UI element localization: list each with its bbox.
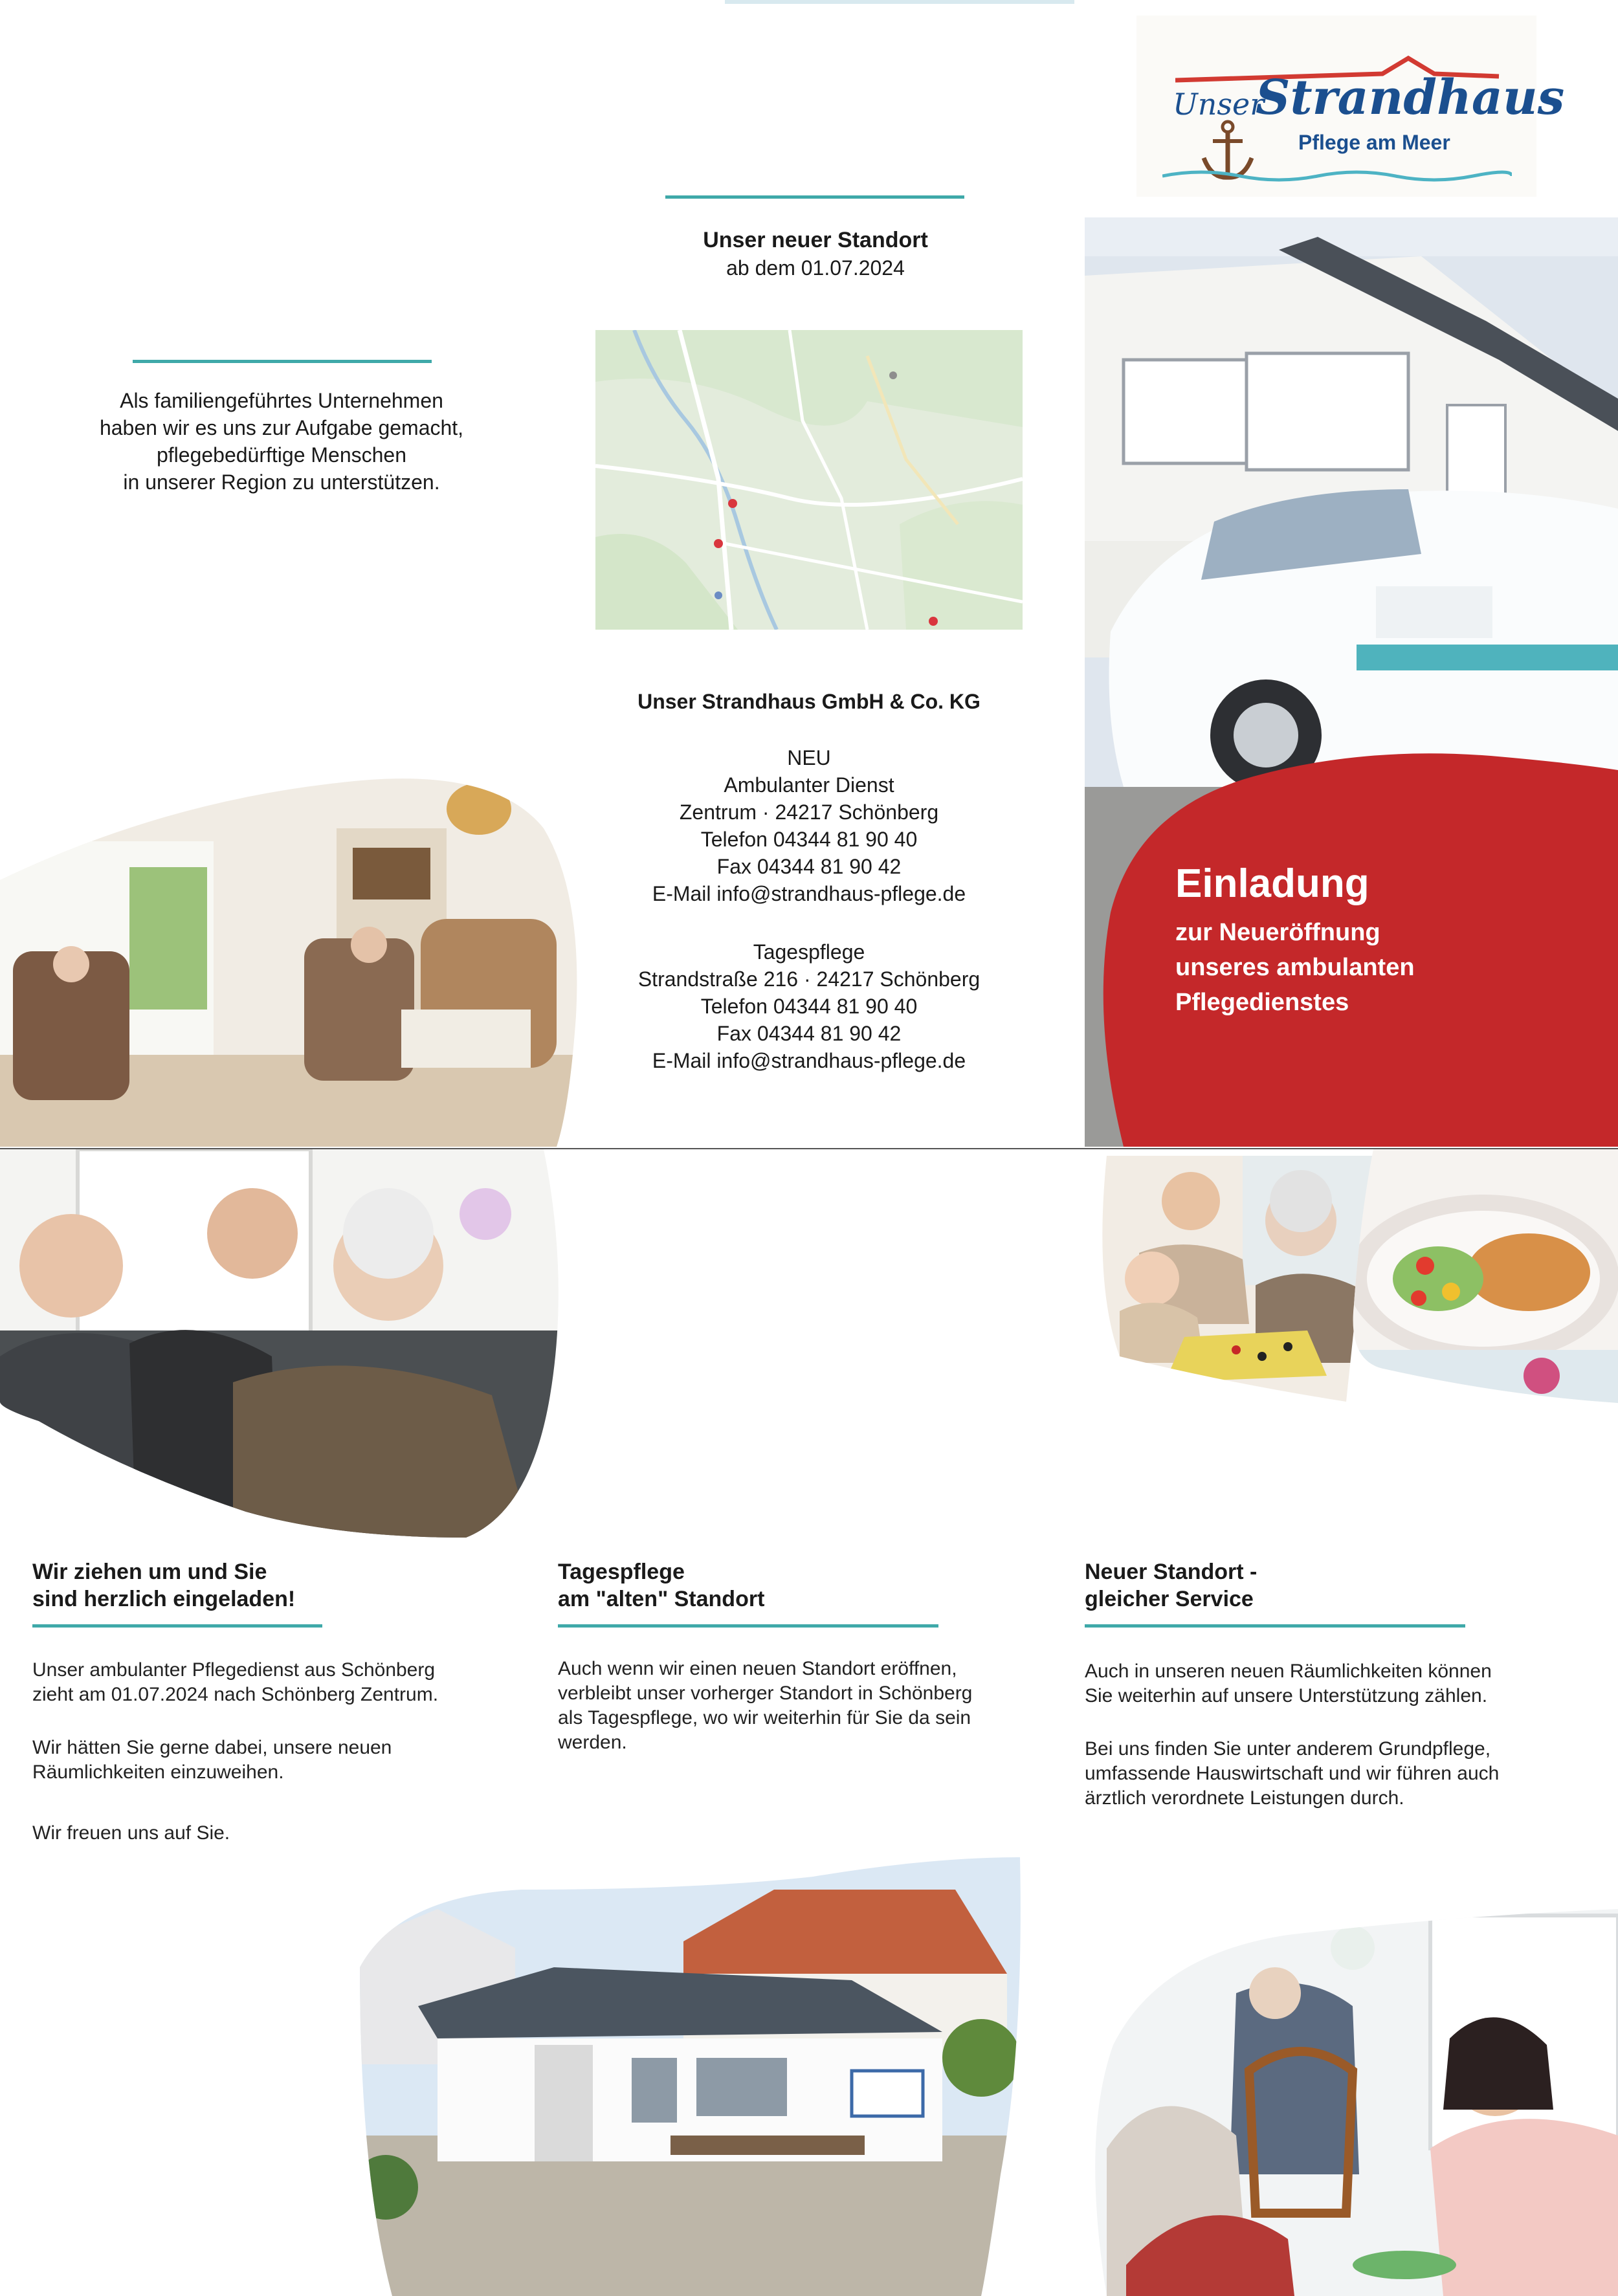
standort-date: ab dem 01.07.2024 xyxy=(726,256,905,280)
umzug-paragraph-3: Wir freuen uns auf Sie. xyxy=(32,1822,230,1844)
invitation-line: unseres ambulanten xyxy=(1175,954,1415,981)
standort-divider xyxy=(665,195,964,199)
top-decorative-strip xyxy=(725,0,1074,4)
contact-phone[interactable]: Telefon 04344 81 90 40 xyxy=(700,828,918,851)
contact-address: Zentrum · 24217 Schönberg xyxy=(679,800,939,824)
heading-line: am "alten" Standort xyxy=(558,1587,765,1611)
column-heading-umzug xyxy=(32,1558,369,1613)
contact-fax: Fax 04344 81 90 42 xyxy=(716,1022,902,1045)
logo-tagline: Pflege am Meer xyxy=(1298,131,1450,154)
intro-line: Als familiengeführtes Unternehmen xyxy=(120,389,443,412)
heading-line: Wir ziehen um und Sie xyxy=(32,1560,267,1584)
living-room-photo xyxy=(0,744,582,1147)
text-line: Auch in unseren neuen Räumlichkeiten können xyxy=(1085,1661,1492,1682)
heading-line: gleicher Service xyxy=(1085,1587,1254,1611)
contact-email[interactable]: E-Mail info@strandhaus-pflege.de xyxy=(652,1049,966,1072)
column-divider xyxy=(32,1624,322,1628)
text-line: umfassende Hauswirtschaft und wir führen auch xyxy=(1085,1763,1500,1784)
intro-text xyxy=(58,387,505,496)
text-line: Auch wenn wir einen neuen Standort eröffnen, xyxy=(558,1658,957,1679)
text-line: werden. xyxy=(558,1732,627,1753)
contact-label: Tagespflege xyxy=(753,940,865,964)
wave-icon xyxy=(1162,166,1512,185)
service-paragraph-2 xyxy=(1085,1737,1570,1811)
child-board-game-photo xyxy=(1094,1156,1372,1402)
invitation-line: Pflegedienstes xyxy=(1175,989,1349,1016)
contact-line: Ambulanter Dienst xyxy=(724,773,894,797)
contact-ambulanter-dienst xyxy=(570,744,1048,907)
text-line: Räumlichkeiten einzuweihen. xyxy=(32,1761,284,1783)
text-line: Wir hätten Sie gerne dabei, unsere neuen xyxy=(32,1737,392,1758)
intro-divider xyxy=(133,360,432,363)
text-line: Sie weiterhin auf unsere Unterstützung zählen. xyxy=(1085,1685,1488,1706)
heading-line: Neuer Standort - xyxy=(1085,1560,1258,1584)
contact-tagespflege xyxy=(570,938,1048,1074)
column-divider xyxy=(1085,1624,1465,1628)
contact-address: Strandstraße 216 · 24217 Schönberg xyxy=(637,967,981,991)
contact-email[interactable]: E-Mail info@strandhaus-pflege.de xyxy=(652,882,966,905)
invitation-title: Einladung xyxy=(1175,861,1369,906)
building-exterior-photo xyxy=(360,1851,1024,2296)
seniors-at-table-photo xyxy=(1055,1877,1618,2296)
text-line: Unser ambulanter Pflegedienst aus Schönberg xyxy=(32,1659,436,1681)
location-map[interactable] xyxy=(595,330,1023,630)
intro-line: in unserer Region zu unterstützen. xyxy=(123,470,440,494)
contact-label: NEU xyxy=(787,746,831,769)
text-line: Bei uns finden Sie unter anderem Grundpflege, xyxy=(1085,1738,1491,1760)
meal-plate-photo xyxy=(1347,1149,1618,1403)
heading-line: sind herzlich eingeladen! xyxy=(32,1587,296,1611)
text-line: ärztlich verordnete Leistungen durch. xyxy=(1085,1787,1404,1809)
column-divider xyxy=(558,1624,938,1628)
tagespflege-paragraph xyxy=(558,1657,1050,1755)
invitation-line: zur Neueröffnung xyxy=(1175,919,1380,946)
contact-phone[interactable]: Telefon 04344 81 90 40 xyxy=(700,995,918,1018)
company-logo xyxy=(1136,16,1565,197)
intro-line: pflegebedürftige Menschen xyxy=(156,443,407,467)
contact-fax: Fax 04344 81 90 42 xyxy=(716,855,902,878)
text-line: verbleibt unser vorherger Standort in Schönberg xyxy=(558,1683,973,1704)
text-line: als Tagespflege, wo wir weiterhin für Sie da sein xyxy=(558,1707,971,1728)
umzug-paragraph-1 xyxy=(32,1658,537,1707)
seniors-with-caregiver-photo xyxy=(0,1149,570,1538)
heading-line: Tagespflege xyxy=(558,1560,685,1584)
intro-line: haben wir es uns zur Aufgabe gemacht, xyxy=(99,416,464,439)
column-heading-tagespflege xyxy=(558,1558,920,1613)
umzug-paragraph-2 xyxy=(32,1736,524,1785)
text-line: zieht am 01.07.2024 nach Schönberg Zentrum. xyxy=(32,1684,439,1705)
logo-word-strandhaus: Strandhaus xyxy=(1256,70,1565,126)
company-name: Unser Strandhaus GmbH & Co. KG xyxy=(637,690,981,713)
logo-word-unser: Unser xyxy=(1173,87,1265,122)
service-paragraph-1 xyxy=(1085,1659,1564,1708)
standort-title: Unser neuer Standort xyxy=(703,228,928,252)
column-heading-service xyxy=(1085,1558,1447,1613)
